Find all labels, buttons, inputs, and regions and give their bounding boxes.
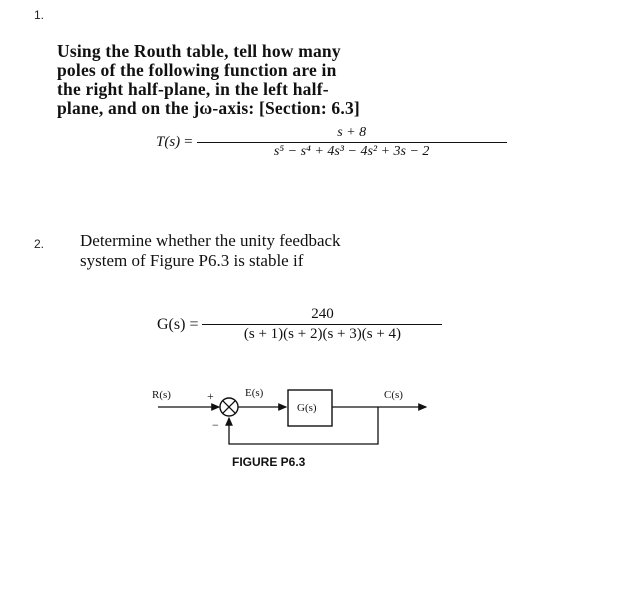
t-denominator: s⁵ − s⁴ + 4s³ − 4s² + 3s − 2 xyxy=(273,144,430,159)
question-1-line: plane, and on the jω-axis: [Section: 6.3] xyxy=(57,98,360,118)
t-lhs: T(s) xyxy=(156,134,181,150)
input-label: R(s) xyxy=(152,389,171,401)
question-2-number: 2. xyxy=(34,237,45,251)
question-2-line: system of Figure P6.3 is stable if xyxy=(80,251,304,270)
minus-sign: − xyxy=(212,418,219,432)
g-denominator: (s + 1)(s + 2)(s + 3)(s + 4) xyxy=(243,326,402,342)
block-label: G(s) xyxy=(297,402,317,414)
t-numerator: s + 8 xyxy=(337,125,367,140)
g-lhs: G(s) xyxy=(157,315,186,333)
g-equals: = xyxy=(189,315,199,333)
error-label: E(s) xyxy=(245,387,264,399)
output-label: C(s) xyxy=(384,389,403,401)
plus-sign: + xyxy=(207,389,214,403)
question-1-line: poles of the following function are in xyxy=(57,60,337,80)
question-2-line: Determine whether the unity feedback xyxy=(80,231,341,250)
figure-caption: FIGURE P6.3 xyxy=(232,455,306,469)
t-equals: = xyxy=(184,134,193,150)
question-1-line: the right half-plane, in the left half- xyxy=(57,79,329,99)
g-numerator: 240 xyxy=(311,306,334,322)
question-1-line: Using the Routh table, tell how many xyxy=(57,41,341,61)
question-1-number: 1. xyxy=(34,8,45,22)
